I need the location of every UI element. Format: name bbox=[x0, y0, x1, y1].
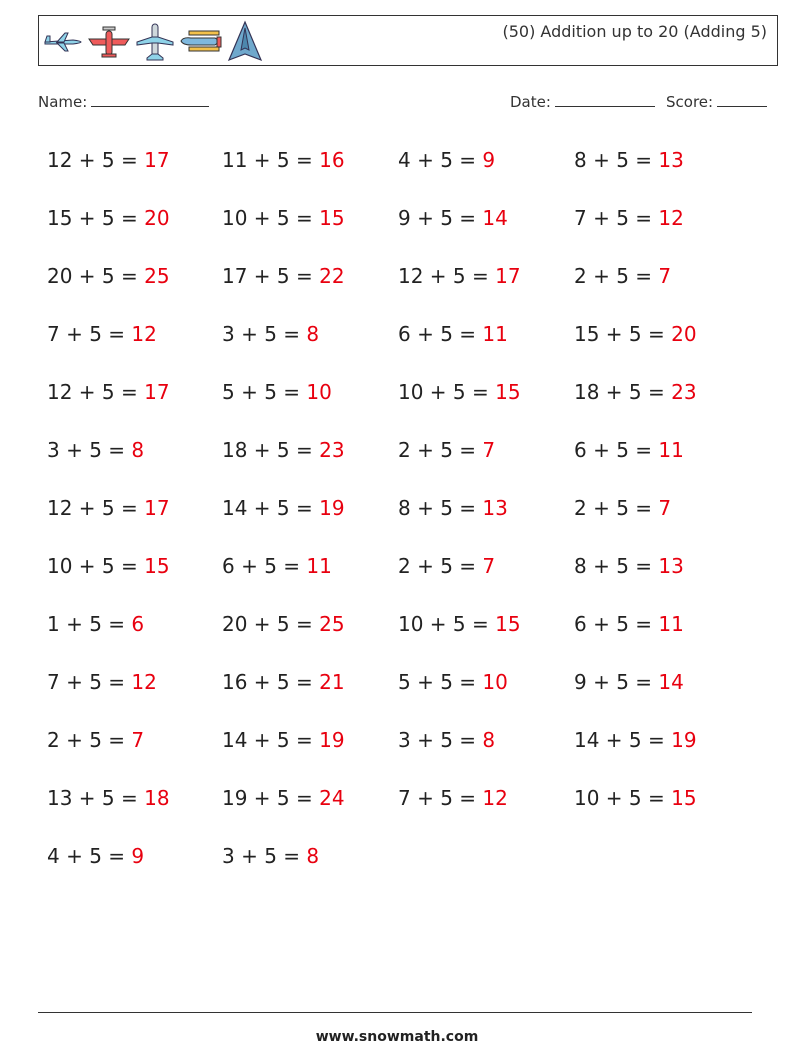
problem-item bbox=[47, 264, 170, 288]
score-line[interactable] bbox=[717, 92, 767, 107]
problem-answer: 12 bbox=[131, 670, 157, 694]
problem-answer: 25 bbox=[144, 264, 170, 288]
problem-question: 9 + 5 = bbox=[574, 670, 659, 694]
problem-answer: 17 bbox=[495, 264, 521, 288]
problem-answer: 7 bbox=[482, 438, 496, 462]
problem-question: 2 + 5 = bbox=[47, 728, 132, 752]
problem-item bbox=[222, 322, 319, 346]
problem-question: 7 + 5 = bbox=[398, 786, 483, 810]
problem-item bbox=[398, 728, 495, 752]
problem-item bbox=[398, 786, 508, 810]
problem-item bbox=[574, 148, 684, 172]
problem-question: 2 + 5 = bbox=[574, 496, 659, 520]
problem-answer: 15 bbox=[495, 612, 521, 636]
problem-item bbox=[574, 612, 684, 636]
problem-answer: 13 bbox=[658, 148, 684, 172]
problem-answer: 24 bbox=[319, 786, 345, 810]
problem-question: 16 + 5 = bbox=[222, 670, 320, 694]
problem-item bbox=[574, 264, 671, 288]
problem-answer: 15 bbox=[495, 380, 521, 404]
problem-item bbox=[222, 844, 319, 868]
problem-item bbox=[574, 728, 697, 752]
problem-answer: 11 bbox=[482, 322, 508, 346]
score-label: Score: bbox=[666, 93, 714, 111]
biplane-icon bbox=[179, 27, 223, 57]
problem-answer: 15 bbox=[144, 554, 170, 578]
problem-answer: 7 bbox=[131, 728, 145, 752]
problem-question: 18 + 5 = bbox=[222, 438, 320, 462]
problem-question: 2 + 5 = bbox=[398, 438, 483, 462]
problem-question: 20 + 5 = bbox=[47, 264, 145, 288]
problem-item bbox=[574, 496, 671, 520]
problem-answer: 15 bbox=[319, 206, 345, 230]
problem-item bbox=[222, 728, 345, 752]
problem-item bbox=[222, 438, 345, 462]
name-field bbox=[38, 92, 209, 111]
problem-answer: 14 bbox=[658, 670, 684, 694]
problem-item bbox=[47, 148, 170, 172]
problem-question: 15 + 5 = bbox=[47, 206, 145, 230]
problem-answer: 17 bbox=[144, 496, 170, 520]
problem-answer: 17 bbox=[144, 380, 170, 404]
problem-question: 1 + 5 = bbox=[47, 612, 132, 636]
problem-question: 7 + 5 = bbox=[47, 322, 132, 346]
problem-item bbox=[222, 496, 345, 520]
problem-item bbox=[47, 438, 144, 462]
stealth-jet-icon bbox=[227, 20, 263, 64]
problem-answer: 12 bbox=[131, 322, 157, 346]
problem-answer: 11 bbox=[658, 438, 684, 462]
problem-item bbox=[222, 148, 345, 172]
problem-answer: 9 bbox=[131, 844, 145, 868]
problem-answer: 8 bbox=[306, 322, 320, 346]
problem-question: 6 + 5 = bbox=[574, 612, 659, 636]
problem-answer: 25 bbox=[319, 612, 345, 636]
problem-item bbox=[222, 206, 345, 230]
problem-question: 12 + 5 = bbox=[398, 264, 496, 288]
problem-question: 5 + 5 = bbox=[398, 670, 483, 694]
footer-url: www.snowmath.com bbox=[315, 1029, 479, 1045]
problem-item bbox=[47, 786, 170, 810]
problem-question: 10 + 5 = bbox=[47, 554, 145, 578]
problem-answer: 13 bbox=[658, 554, 684, 578]
problem-answer: 7 bbox=[482, 554, 496, 578]
problem-question: 12 + 5 = bbox=[47, 496, 145, 520]
problem-item bbox=[574, 670, 684, 694]
problem-question: 7 + 5 = bbox=[574, 206, 659, 230]
problem-item bbox=[47, 670, 157, 694]
problem-item bbox=[222, 670, 345, 694]
problem-question: 10 + 5 = bbox=[222, 206, 320, 230]
problem-question: 17 + 5 = bbox=[222, 264, 320, 288]
problem-question: 13 + 5 = bbox=[47, 786, 145, 810]
problem-item bbox=[47, 612, 144, 636]
problem-question: 14 + 5 = bbox=[222, 496, 320, 520]
problem-item bbox=[47, 322, 157, 346]
problem-answer: 8 bbox=[131, 438, 145, 462]
problem-item bbox=[47, 728, 144, 752]
problem-question: 10 + 5 = bbox=[398, 380, 496, 404]
problem-answer: 20 bbox=[671, 322, 697, 346]
problem-answer: 16 bbox=[319, 148, 345, 172]
problem-item bbox=[398, 554, 495, 578]
problem-question: 14 + 5 = bbox=[222, 728, 320, 752]
problem-item bbox=[574, 554, 684, 578]
problem-item bbox=[398, 612, 521, 636]
problem-answer: 19 bbox=[671, 728, 697, 752]
name-label: Name: bbox=[38, 93, 88, 111]
problem-answer: 20 bbox=[144, 206, 170, 230]
problem-question: 3 + 5 = bbox=[47, 438, 132, 462]
problem-question: 2 + 5 = bbox=[574, 264, 659, 288]
problem-answer: 12 bbox=[482, 786, 508, 810]
problem-item bbox=[398, 670, 508, 694]
problem-item bbox=[398, 264, 521, 288]
jet-plane-icon bbox=[135, 22, 175, 62]
name-line[interactable] bbox=[91, 92, 209, 107]
problem-item bbox=[47, 844, 144, 868]
problem-question: 10 + 5 = bbox=[574, 786, 672, 810]
problem-item bbox=[222, 264, 345, 288]
worksheet-header bbox=[38, 15, 778, 66]
problem-question: 3 + 5 = bbox=[398, 728, 483, 752]
problem-item bbox=[398, 496, 508, 520]
problem-question: 14 + 5 = bbox=[574, 728, 672, 752]
problem-item bbox=[574, 380, 697, 404]
problem-answer: 17 bbox=[144, 148, 170, 172]
problem-question: 8 + 5 = bbox=[574, 148, 659, 172]
problem-item bbox=[222, 380, 332, 404]
problem-question: 10 + 5 = bbox=[398, 612, 496, 636]
airliner-icon bbox=[43, 29, 83, 55]
problem-answer: 6 bbox=[131, 612, 145, 636]
problem-item bbox=[222, 612, 345, 636]
problem-answer: 11 bbox=[306, 554, 332, 578]
date-field bbox=[510, 92, 655, 111]
problem-question: 7 + 5 = bbox=[47, 670, 132, 694]
problem-answer: 10 bbox=[482, 670, 508, 694]
problem-item bbox=[574, 206, 684, 230]
problem-item bbox=[47, 554, 170, 578]
problem-item bbox=[574, 786, 697, 810]
problem-question: 19 + 5 = bbox=[222, 786, 320, 810]
problem-answer: 8 bbox=[482, 728, 496, 752]
problem-question: 20 + 5 = bbox=[222, 612, 320, 636]
problem-item bbox=[222, 554, 332, 578]
problem-item bbox=[398, 322, 508, 346]
problem-question: 4 + 5 = bbox=[47, 844, 132, 868]
problem-item bbox=[574, 322, 697, 346]
problem-item bbox=[398, 206, 508, 230]
problem-answer: 15 bbox=[671, 786, 697, 810]
problem-answer: 21 bbox=[319, 670, 345, 694]
problem-answer: 18 bbox=[144, 786, 170, 810]
problem-question: 4 + 5 = bbox=[398, 148, 483, 172]
problem-question: 3 + 5 = bbox=[222, 844, 307, 868]
problem-answer: 10 bbox=[306, 380, 332, 404]
problem-question: 12 + 5 = bbox=[47, 148, 145, 172]
problem-question: 11 + 5 = bbox=[222, 148, 320, 172]
problem-answer: 23 bbox=[319, 438, 345, 462]
icon-strip bbox=[43, 22, 263, 62]
problem-item bbox=[398, 148, 495, 172]
problem-item bbox=[222, 786, 345, 810]
problem-question: 12 + 5 = bbox=[47, 380, 145, 404]
problem-answer: 14 bbox=[482, 206, 508, 230]
problem-item bbox=[47, 380, 170, 404]
problem-question: 8 + 5 = bbox=[574, 554, 659, 578]
red-fighter-plane-icon bbox=[87, 25, 131, 59]
problem-answer: 8 bbox=[306, 844, 320, 868]
problem-answer: 7 bbox=[658, 496, 672, 520]
problem-answer: 7 bbox=[658, 264, 672, 288]
problem-question: 2 + 5 = bbox=[398, 554, 483, 578]
problem-item bbox=[398, 438, 495, 462]
problem-item bbox=[47, 206, 170, 230]
problem-answer: 9 bbox=[482, 148, 496, 172]
problem-question: 9 + 5 = bbox=[398, 206, 483, 230]
problem-answer: 11 bbox=[658, 612, 684, 636]
score-field bbox=[666, 92, 767, 111]
problem-answer: 19 bbox=[319, 496, 345, 520]
footer-divider bbox=[38, 1012, 752, 1013]
problem-answer: 12 bbox=[658, 206, 684, 230]
worksheet-title: (50) Addition up to 20 (Adding 5) bbox=[502, 22, 767, 41]
problem-question: 18 + 5 = bbox=[574, 380, 672, 404]
problem-question: 6 + 5 = bbox=[398, 322, 483, 346]
date-line[interactable] bbox=[555, 92, 655, 107]
problem-item bbox=[398, 380, 521, 404]
problem-item bbox=[574, 438, 684, 462]
problem-answer: 22 bbox=[319, 264, 345, 288]
problem-answer: 19 bbox=[319, 728, 345, 752]
problem-question: 6 + 5 = bbox=[222, 554, 307, 578]
problem-answer: 13 bbox=[482, 496, 508, 520]
problem-answer: 23 bbox=[671, 380, 697, 404]
problem-question: 6 + 5 = bbox=[574, 438, 659, 462]
date-label: Date: bbox=[510, 93, 551, 111]
problem-question: 5 + 5 = bbox=[222, 380, 307, 404]
problem-item bbox=[47, 496, 170, 520]
problem-question: 15 + 5 = bbox=[574, 322, 672, 346]
problem-question: 8 + 5 = bbox=[398, 496, 483, 520]
problem-question: 3 + 5 = bbox=[222, 322, 307, 346]
